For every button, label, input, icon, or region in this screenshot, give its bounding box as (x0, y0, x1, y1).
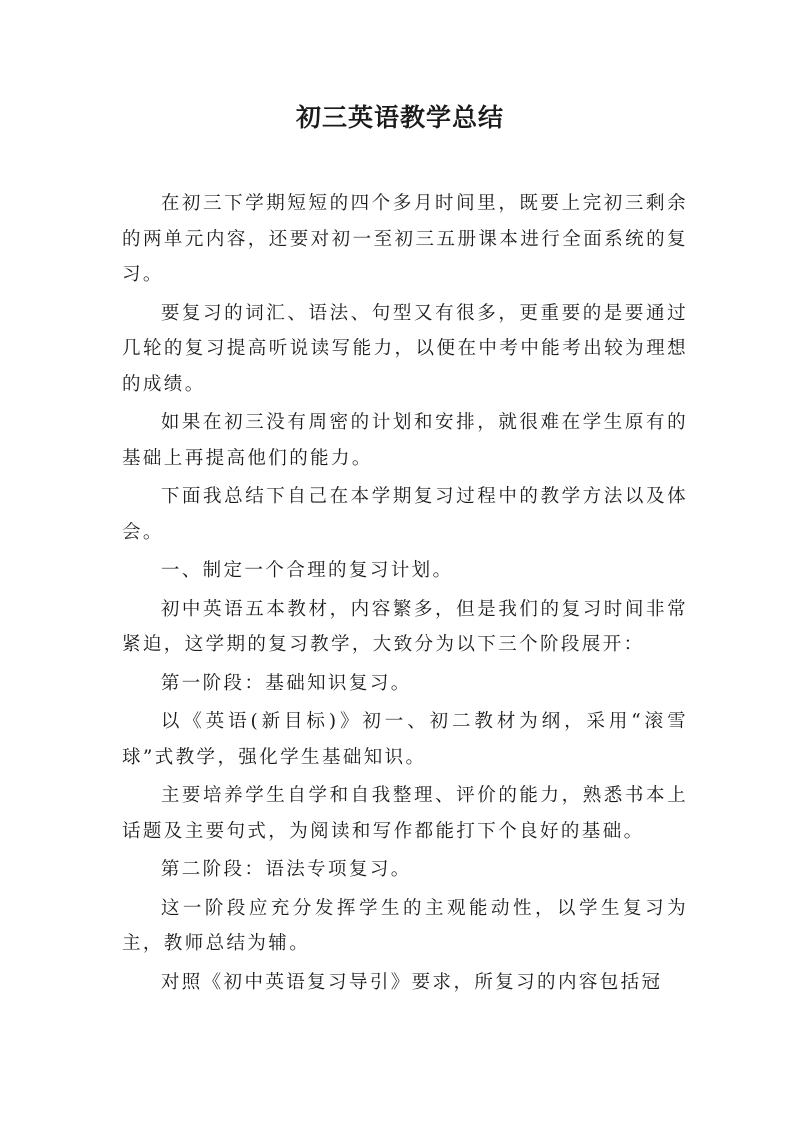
paragraph: 要复习的词汇、语法、句型又有很多，更重要的是要通过几轮的复习提高听说读写能力，以便在中考中能考出较为理想的成绩。 (122, 302, 688, 395)
paragraph: 在初三下学期短短的四个多月时间里，既要上完初三剩余的两单元内容，还要对初一至初三五册课本进行全面系统的复习。 (122, 193, 688, 285)
document-body (122, 186, 688, 1003)
section-heading: 一、制定一个合理的复习计划。 (160, 560, 454, 581)
paragraph: 这一阶段应充分发挥学生的主观能动性，以学生复习为主，教师总结为辅。 (122, 897, 688, 954)
paragraph: 如果在初三没有周密的计划和安排，就很难在学生原有的基础上再提高他们的能力。 (122, 412, 688, 469)
paragraph: 下面我总结下自己在本学期复习过程中的教学方法以及体会。 (122, 486, 688, 543)
stage-heading: 第二阶段：语法专项复习。 (160, 859, 412, 880)
paragraph: 对照《初中英语复习导引》要求，所复习的内容包括冠 (160, 971, 663, 993)
paragraph: 以《英语(新目标)》初一、初二教材为纲，采用“滚雪球”式教学，强化学生基础知识。 (122, 711, 688, 768)
stage-heading: 第一阶段：基础知识复习。 (160, 672, 412, 694)
paragraph: 初中英语五本教材，内容繁多，但是我们的复习时间非常紧迫，这学期的复习教学，大致分为以下三个阶段展开： (122, 598, 688, 655)
document-title: 初三英语教学总结 (295, 103, 504, 132)
paragraph: 主要培养学生自学和自我整理、评价的能力，熟悉书本上话题及主要句式，为阅读和写作都能打下个良好的基础。 (122, 785, 688, 842)
